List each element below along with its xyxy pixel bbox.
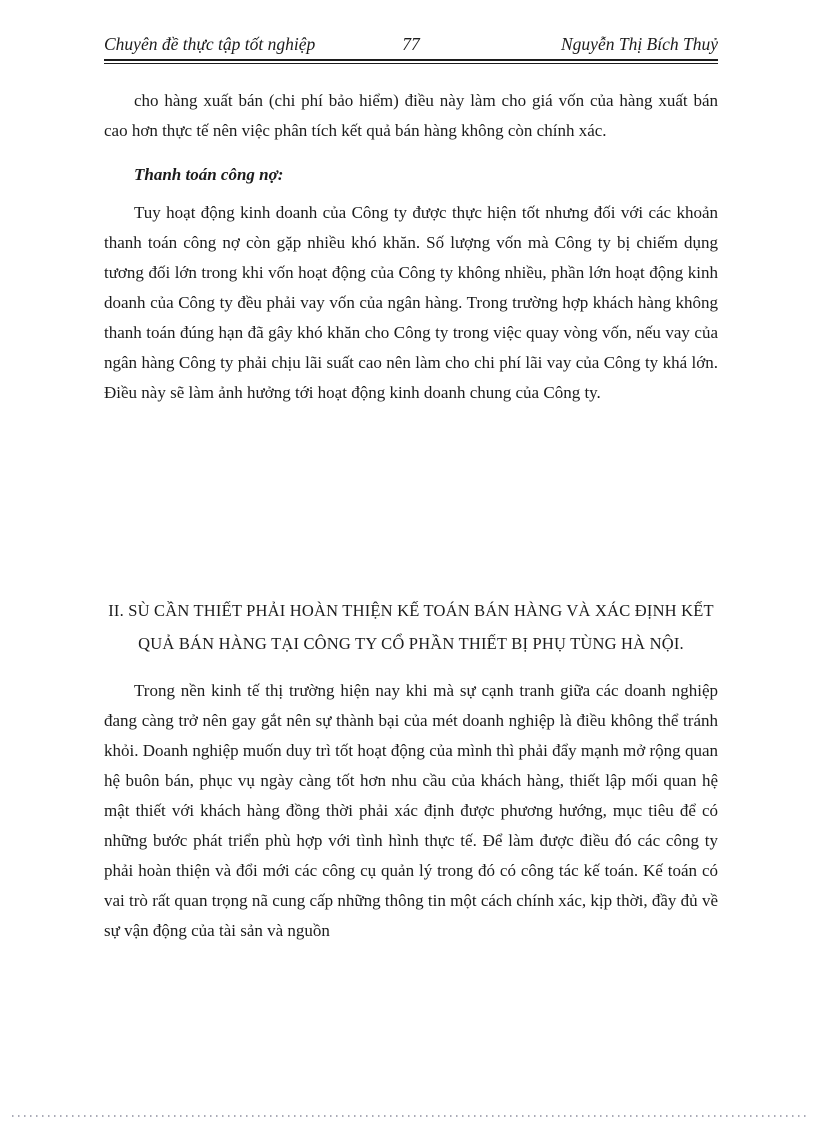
page-header [104, 33, 718, 55]
page-bottom-dotted-rule [12, 1115, 808, 1117]
header-page-number: 77 [402, 34, 420, 54]
header-divider-rule [104, 59, 718, 64]
paragraph-debt-settlement: Tuy hoạt động kinh doanh của Công ty được thực hiện tốt nhưng đối với các khoản thanh toán công nợ còn gặp nhiều khó khăn. Số lượng vốn mà Công ty bị chiếm dụng tương đối lớn trong khi vốn hoạt động của Công ty không nhiều, phần lớn hoạt động kinh doanh của Công ty đều phải vay vốn của ngân hàng. Trong trường hợp khách hàng không thanh toán đúng hạn đã gây khó khăn cho Công ty trong việc quay vòng vốn, nếu vay của ngân hàng Công ty phải chịu lãi suất cao nên làm cho chi phí lãi vay của Công ty khá lớn. Điều này sẽ làm ảnh hưởng tới hoạt động kinh doanh chung của Công ty. [104, 203, 718, 402]
section-heading-part-ii: II. SÙ CẦN THIẾT PHẢI HOÀN THIỆN KẾ TOÁN BÁN HÀNG VÀ XÁC ĐỊNH KẾT QUẢ BÁN HÀNG TẠI CÔNG TY CỔ PHẦN THIẾT BỊ PHỤ TÙNG HÀ NỘI. [108, 601, 714, 653]
header-author-name: Nguyễn Thị Bích Thuỷ [561, 34, 718, 54]
paragraph-market-competition: Trong nền kinh tế thị trường hiện nay khi mà sự cạnh tranh giữa các doanh nghiệp đang càng trở nên gay gắt nên sự thành bại của mét doanh nghiệp là điều không thể tránh khỏi. Doanh nghiệp muốn duy trì tốt hoạt động của mình thì phải đẩy mạnh mở rộng quan hệ buôn bán, phục vụ ngày càng tốt hơn nhu cầu của khách hàng, thiết lập mối quan hệ mật thiết với khách hàng đồng thời phải xác định được phương hướng, mục tiêu để có những bước phát triển phù hợp với tình hình thực tế. Để làm được điều đó các công ty phải hoàn thiện và đổi mới các công cụ quản lý trong đó có công tác kế toán. Kế toán có vai trò rất quan trọng nã cung cấp những thông tin một cách chính xác, kịp thời, đầy đủ về sự vận động của tài sản và nguồn [104, 681, 718, 940]
header-report-title: Chuyên đề thực tập tốt nghiệp [104, 34, 316, 54]
subheading-debt-settlement: Thanh toán công nợ: [134, 165, 284, 184]
document-body [104, 86, 718, 946]
paragraph-cost-of-goods: cho hàng xuất bán (chi phí bảo hiểm) điều này làm cho giá vốn của hàng xuất bán cao hơn thực tế nên việc phân tích kết quả bán hàng không còn chính xác. [104, 91, 718, 140]
